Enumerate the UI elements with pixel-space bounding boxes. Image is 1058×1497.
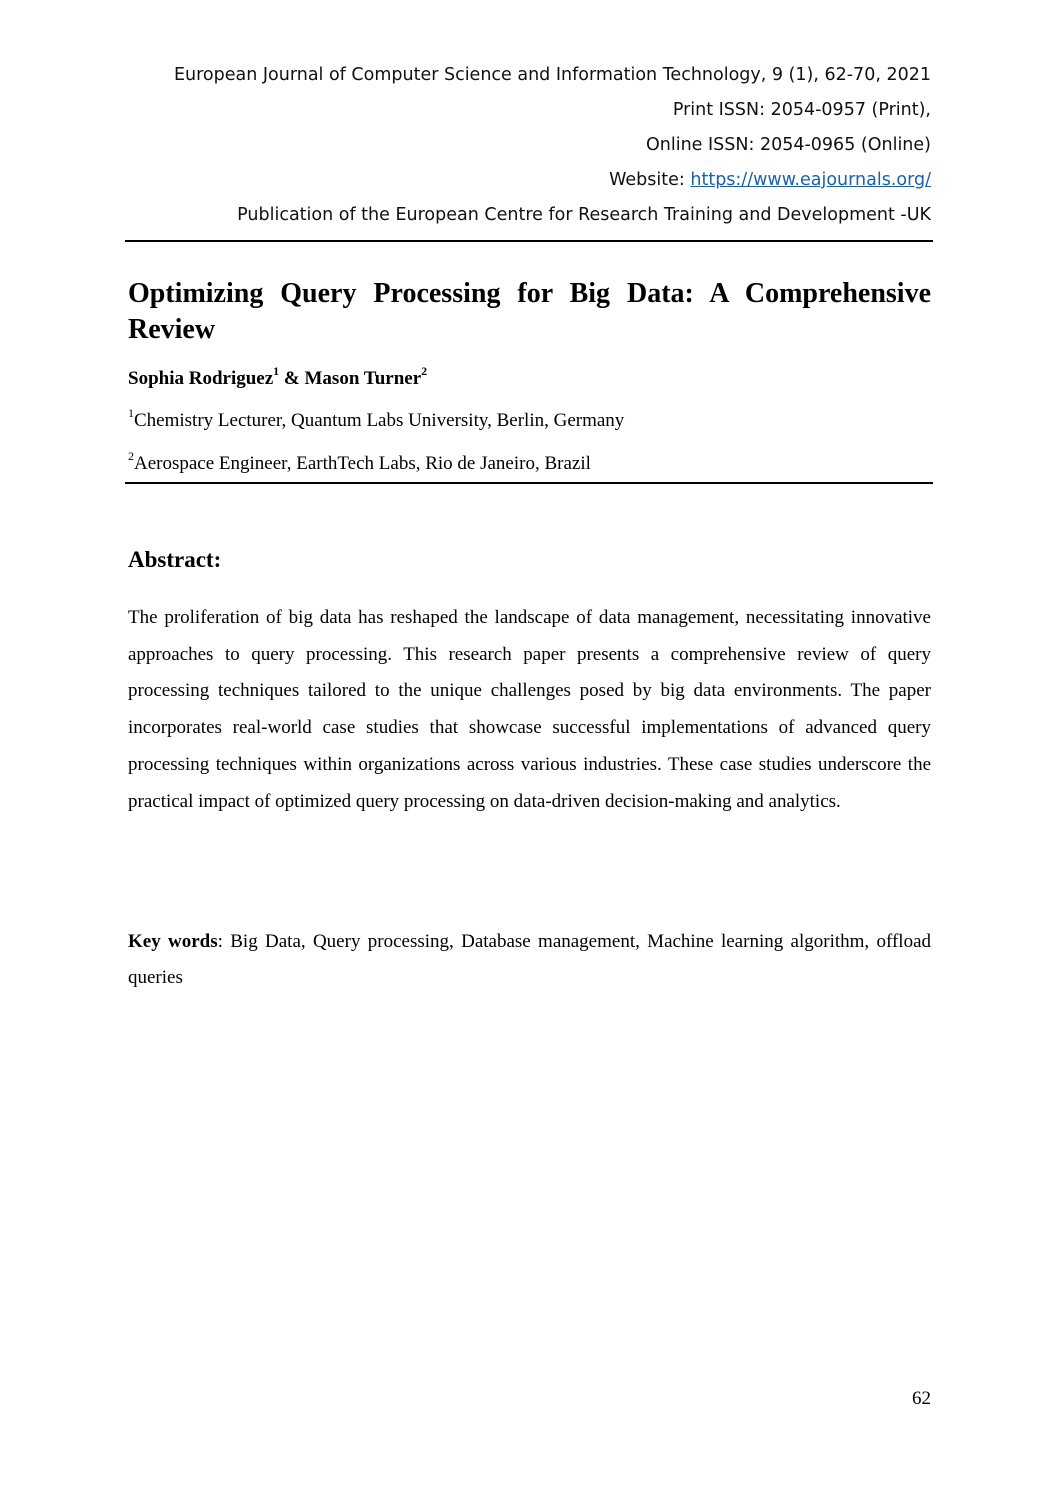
affiliation-marker: 1: [128, 405, 134, 420]
author-affiliation-marker: 2: [421, 363, 428, 378]
print-issn: Print ISSN: 2054-0957 (Print),: [672, 100, 931, 120]
journal-header: [125, 58, 931, 233]
publisher-line: Publication of the European Centre for Research Training and Development -UK: [237, 205, 931, 225]
keywords-label: Key words: [128, 931, 218, 952]
header-divider: [125, 240, 933, 242]
author-name: Mason Turner: [304, 368, 422, 389]
author-name: Sophia Rodriguez: [128, 368, 274, 389]
affiliation-1: [128, 405, 625, 432]
online-issn: Online ISSN: 2054-0965 (Online): [646, 135, 931, 155]
author-line: [128, 363, 428, 390]
affiliation-text: Chemistry Lecturer, Quantum Labs University, Berlin, Germany: [134, 410, 625, 431]
author-separator: &: [279, 368, 305, 389]
paper-title: Optimizing Query Processing for Big Data: A Comprehensive Review: [128, 278, 931, 345]
affiliation-marker: 2: [128, 448, 134, 463]
author-divider: [125, 482, 933, 484]
abstract-heading: Abstract:: [128, 547, 222, 572]
journal-citation: European Journal of Computer Science and Information Technology, 9 (1), 62-70, 2021: [173, 65, 931, 85]
website-label: Website:: [609, 170, 691, 190]
website-link[interactable]: https://www.eajournals.org/: [690, 170, 931, 190]
keywords-text: : Big Data, Query processing, Database management, Machine learning algorithm, offload queries: [128, 931, 932, 988]
affiliation-2: [128, 448, 591, 475]
page-number: 62: [912, 1388, 931, 1409]
keywords: [128, 924, 931, 996]
author-affiliation-marker: 1: [273, 363, 280, 378]
website-line: [125, 163, 931, 198]
abstract-body: The proliferation of big data has reshaped the landscape of data management, necessitating innovative approaches to query processing. This research paper presents a comprehensive review of query processing techniques tailored to the unique challenges posed by big data environments. The paper incorporates real-world case studies that showcase successful implementations of advanced query processing techniques within organizations across various industries. These case studies underscore the practical impact of optimized query processing on data-driven decision-making and analytics.: [128, 607, 931, 812]
affiliation-text: Aerospace Engineer, EarthTech Labs, Rio de Janeiro, Brazil: [134, 453, 591, 474]
